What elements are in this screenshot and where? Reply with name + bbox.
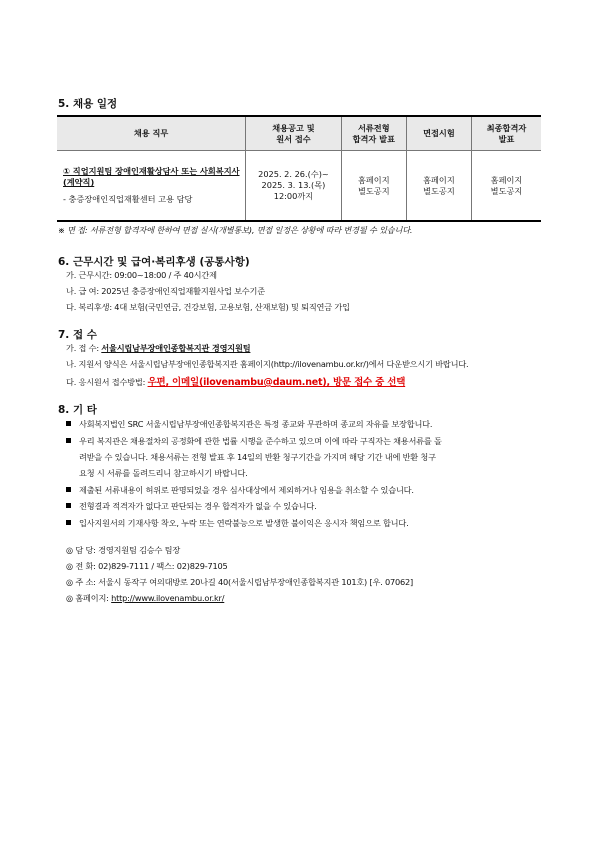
list-item: 전형결과 적격자가 없다고 판단되는 경우 합격자가 없을 수 있습니다. xyxy=(66,501,316,512)
header-interview: 면접시험 xyxy=(406,116,471,151)
header-period: 채용공고 및 원서 접수 xyxy=(246,116,342,151)
contact-phone: ◎ 전 화: 02)829-7111 / 팩스: 02)829-7105 xyxy=(66,561,228,571)
list-item: 사회복지법인 SRC 서울시립남부장애인종합복지관은 특정 종교와 무관하며 종교의 자유를 보장합니다. xyxy=(66,419,432,430)
table-row xyxy=(57,151,541,222)
bullet-icon xyxy=(66,503,71,508)
contact-address: ◎ 주 소: 서울시 동작구 여의대방로 20나길 40(서울시립남부장애인종합복지관 101호) [우. 07062] xyxy=(66,577,414,587)
job-type: (계약직) xyxy=(63,177,95,187)
homepage-link[interactable]: http://www.ilovenambu.or.kr/ xyxy=(111,593,225,603)
cell-final: 홈페이지 별도공지 xyxy=(472,151,542,222)
contact-homepage xyxy=(66,593,224,604)
salary: 나. 급 여: 2025년 충증장애인직업재활지원사업 보수기준 xyxy=(66,286,265,296)
apply-place-label: 가. 접 수: xyxy=(66,343,102,353)
welfare: 다. 복리후생: 4대 보험(국민연금, 건강보험, 고용보험, 산재보험) 및 퇴직연금 가입 xyxy=(66,302,350,312)
header-final: 최종합격자 발표 xyxy=(472,116,542,151)
list-item-cont: 요청 시 서류를 돌려드리니 참고하시기 바랍니다. xyxy=(79,468,248,478)
apply-place-value: 서울시립남부장애인종합복지관 경영지원팀 xyxy=(101,343,251,353)
bullet-icon xyxy=(66,438,71,443)
cell-job xyxy=(57,151,246,222)
header-job: 채용 직무 xyxy=(57,116,246,151)
apply-place xyxy=(66,343,250,354)
bullet-icon xyxy=(66,487,71,492)
schedule-table xyxy=(57,115,541,222)
apply-method xyxy=(66,374,405,388)
list-item-cont: 려받을 수 있습니다. 채용서류는 전형 발표 후 14일의 반환 청구기간을 가지며 해당 기간 내에 반환 청구 xyxy=(79,452,436,462)
apply-method-label: 다. 응시원서 접수방법: xyxy=(66,377,148,387)
interview-note: ※ 면 접: 서류전형 합격자에 한하여 면접 실시(개별통보), 면접 일정은 상황에 따라 변경될 수 있습니다. xyxy=(58,225,413,235)
bullet-icon xyxy=(66,421,71,426)
cell-period: 2025. 2. 26.(수)~ 2025. 3. 13.(목) 12:00까지 xyxy=(246,151,342,222)
cell-doc-result: 홈페이지 별도공지 xyxy=(341,151,406,222)
apply-method-value: 우편, 이메일(ilovenambu@daum.net), 방문 접수 중 선택 xyxy=(147,377,406,388)
section-6-title: 6. 근무시간 및 급여·복리후생 (공통사항) xyxy=(58,256,250,268)
list-item: 우리 복지관은 채용절차의 공정화에 관한 법률 시행을 준수하고 있으며 이에 따라 구직자는 채용서류를 돌 xyxy=(66,436,442,447)
job-dept: - 충증장애인직업재활센터 고용 담당 xyxy=(63,194,193,204)
section-5-title: 5. 채용 일정 xyxy=(58,98,118,110)
section-8-title: 8. 기 타 xyxy=(58,404,97,416)
homepage-label: ◎ 홈페이지: xyxy=(66,593,112,603)
work-hours: 가. 근무시간: 09:00~18:00 / 주 40시간제 xyxy=(66,270,217,280)
table-header-row xyxy=(57,116,541,151)
bullet-icon xyxy=(66,520,71,525)
section-7-title: 7. 접 수 xyxy=(58,329,97,341)
contact-person: ◎ 담 당: 경영지원팀 김승수 팀장 xyxy=(66,545,181,555)
header-doc-result: 서류전형 합격자 발표 xyxy=(341,116,406,151)
form-download: 나. 지원서 양식은 서울시립남부장애인종합복지관 홈페이지(http://ilovenambu.or.kr/)에서 다운받으시기 바랍니다. xyxy=(66,359,469,369)
list-item: 입사지원서의 기재사항 착오, 누락 또는 연락불능으로 발생한 불이익은 응시자 책임으로 합니다. xyxy=(66,518,409,529)
list-item: 제출된 서류내용이 허위로 판명되었을 경우 심사대상에서 제외하거나 임용을 취소할 수 있습니다. xyxy=(66,485,414,496)
cell-interview: 홈페이지 별도공지 xyxy=(406,151,471,222)
job-title: ① 직업지원팀 장애인재활상담사 또는 사회복지사 xyxy=(63,166,240,176)
